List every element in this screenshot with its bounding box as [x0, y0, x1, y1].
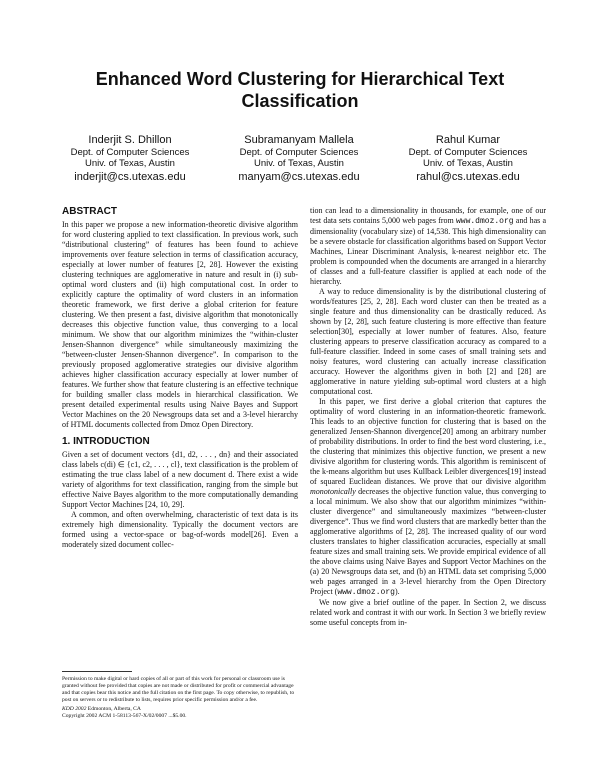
text-run: ).	[394, 587, 400, 596]
footnote-divider	[62, 671, 132, 672]
author-university: Univ. of Texas, Austin	[423, 158, 513, 169]
author-block-3	[383, 134, 553, 184]
author-email: manyam@cs.utexas.edu	[238, 171, 360, 183]
intro-paragraph-2: A common, and often overwhelming, characteristic of text data is its extremely high dimensionality. Typically the document vectors are formed using a vector-space or bag-of-words model[26]. Even a moderately sized document collec-	[62, 510, 298, 549]
right-paragraph-2: A way to reduce dimensionality is by the distributional clustering of words/features [25, 2, 28]. Each word cluster can then be treated as a single feature and thus dimensionality can be drastically reduced. As shown by [2, 28], such feature clustering is more effective than feature selection[30], especially at lower number of features. Also, feature clustering appears to preserve classification accuracy as compared to a full-feature classifier. Indeed in some cases of small training sets and noisy features, word clustering can actually increase classification accuracy. However the algorithms given in both [2] and [28] are agglomerative in nature yielding sub-optimal word clusters at a high computational cost.	[310, 287, 546, 396]
author-name: Inderjit S. Dhillon	[88, 134, 172, 146]
text-run: and has a dimensionality (vocabulary size) of 14,538. This high dimensionality can be a severe obstacle for classification algorithms based on Support Vector Machines, Linear Discriminant Analysis, k-nearest neighbor etc. The problem is compounded when the documents are arranged in a hierarchy of classes and a full-feature classifier is applied at each node of the hierarchy.	[310, 216, 547, 286]
right-paragraph-3	[310, 397, 546, 598]
dmoz-link[interactable]: www.dmoz.org	[337, 588, 395, 597]
conference-line	[62, 706, 298, 713]
author-email: inderjit@cs.utexas.edu	[74, 171, 186, 183]
author-email: rahul@cs.utexas.edu	[416, 171, 520, 183]
author-name: Subramanyam Mallela	[244, 134, 354, 146]
intro-paragraph-1: Given a set of document vectors {d1, d2, . . . , dn} and their associated class labels c(di) ∈ {c1, c2, . . . , cl}, text classification is the problem of estimating the true class label of a new document d. There exist a wide variety of algorithms for text classification, ranging from the simple but effective Naive Bayes algorithm to the more computationally demanding Support Vector Machines [24, 10, 29].	[62, 450, 298, 509]
author-university: Univ. of Texas, Austin	[85, 158, 175, 169]
text-run: decreases the objective function value, thus converging to a local minimum. We also show that our algorithm minimizes “within-cluster divergence” and simultaneously maximizes “between-cluster divergence”. Thus we find word clusters that are markedly better than the agglomerative algorithms of [2, 28]. The increased quality of our word clusters translates to higher classification accuracies, especially at small feature sizes and small training sets. We provide empirical evidence of all the above claims using Naive Bayes and Support Vector Machines on the (a) 20 Newsgroups data set, and (b) an HTML data set comprising 5,000 web pages arranged in a 3-level hierarchy from the Open Directory Project (	[310, 487, 546, 596]
conference-name: KDD 2002	[62, 706, 87, 712]
copyright-footnote	[62, 676, 298, 720]
left-column	[62, 206, 298, 550]
right-paragraph-4: We now give a brief outline of the paper. In Section 2, we discuss related work and contrast it with our work. In Section 3 we briefly review some useful concepts from in-	[310, 598, 546, 627]
dmoz-link[interactable]: www.dmoz.org	[455, 217, 514, 226]
conference-place: Edmonton, Alberta, CA	[86, 706, 141, 712]
paper-title: Enhanced Word Clustering for Hierarchical Text Classification	[95, 69, 505, 111]
text-run: tion can lead to a dimensionality in thousands, for example, one of our test data sets contains 5,000 web pages from	[310, 206, 546, 225]
author-name: Rahul Kumar	[435, 134, 501, 146]
author-block-2	[214, 134, 384, 184]
author-department: Dept. of Computer Sciences	[408, 147, 528, 158]
abstract-heading: ABSTRACT	[62, 206, 117, 217]
copyright-line: Copyright 2002 ACM 1-58113-567-X/02/0007 ...$5.00.	[62, 713, 187, 719]
author-department: Dept. of Computer Sciences	[239, 147, 359, 158]
author-department: Dept. of Computer Sciences	[70, 147, 190, 158]
introduction-heading: 1. INTRODUCTION	[62, 436, 150, 447]
right-column	[310, 206, 546, 628]
right-paragraph-1	[310, 206, 546, 287]
emphasis-text: monotonically	[310, 487, 356, 496]
permission-notice: Permission to make digital or hard copies of all or part of this work for personal or classroom use is granted without fee provided that copies are not made or distributed for profit or commercial advantage and that copies bear this notice and the full citation on the first page. To copy otherwise, to republish, to post on servers or to redistribute to lists, requires prior specific permission and/or a fee.	[62, 676, 295, 703]
author-block-1	[45, 134, 215, 184]
text-run: In this paper, we first derive a global criterion that captures the optimality of word clustering in an information-theoretic framework. This leads to an objective function for clustering that is based on the generalized Jensen-Shannon divergence[20] among an arbitrary number of probability distributions. In order to find the best word clustering, i.e., the clustering that minimizes this objective function, we present a new divisive algorithm for clustering words. This algorithm is reminiscent of the k-means algorithm but uses Kullback Leibler divergences[19] instead of squared Euclidean distances. We prove that our divisive algorithm	[310, 397, 546, 486]
abstract-text: In this paper we propose a new information-theoretic divisive algorithm for word clustering applied to text classification. In previous work, such “distributional clustering” of features has been found to achieve improvements over feature selection in terms of classification accuracy, especially at lower number of features [2, 28]. However the existing clustering techniques are agglomerative in nature and result in (i) sub-optimal word clusters and (ii) high computational cost. In order to explicitly capture the optimality of word clusters in an information theoretic framework, we first derive a global criterion for feature clustering. We then present a fast, divisive algorithm that monotonically decreases this objective function value, thus converging to a local minimum. We show that our algorithm minimizes the “within-cluster Jensen-Shannon divergence” while simultaneously maximizing the “between-cluster Jensen-Shannon divergence”. In comparison to the previously proposed agglomerative strategies our divisive algorithm achieves higher classification accuracy especially at lower number of features. We further show that feature clustering is an effective technique for building smaller class models in hierarchical classification. We present detailed experimental results using Naive Bayes and Support Vector Machines on the 20 Newsgroups data set and a 3-level hierarchy of HTML documents collected from Dmoz Open Directory.	[62, 220, 298, 429]
author-university: Univ. of Texas, Austin	[254, 158, 344, 169]
